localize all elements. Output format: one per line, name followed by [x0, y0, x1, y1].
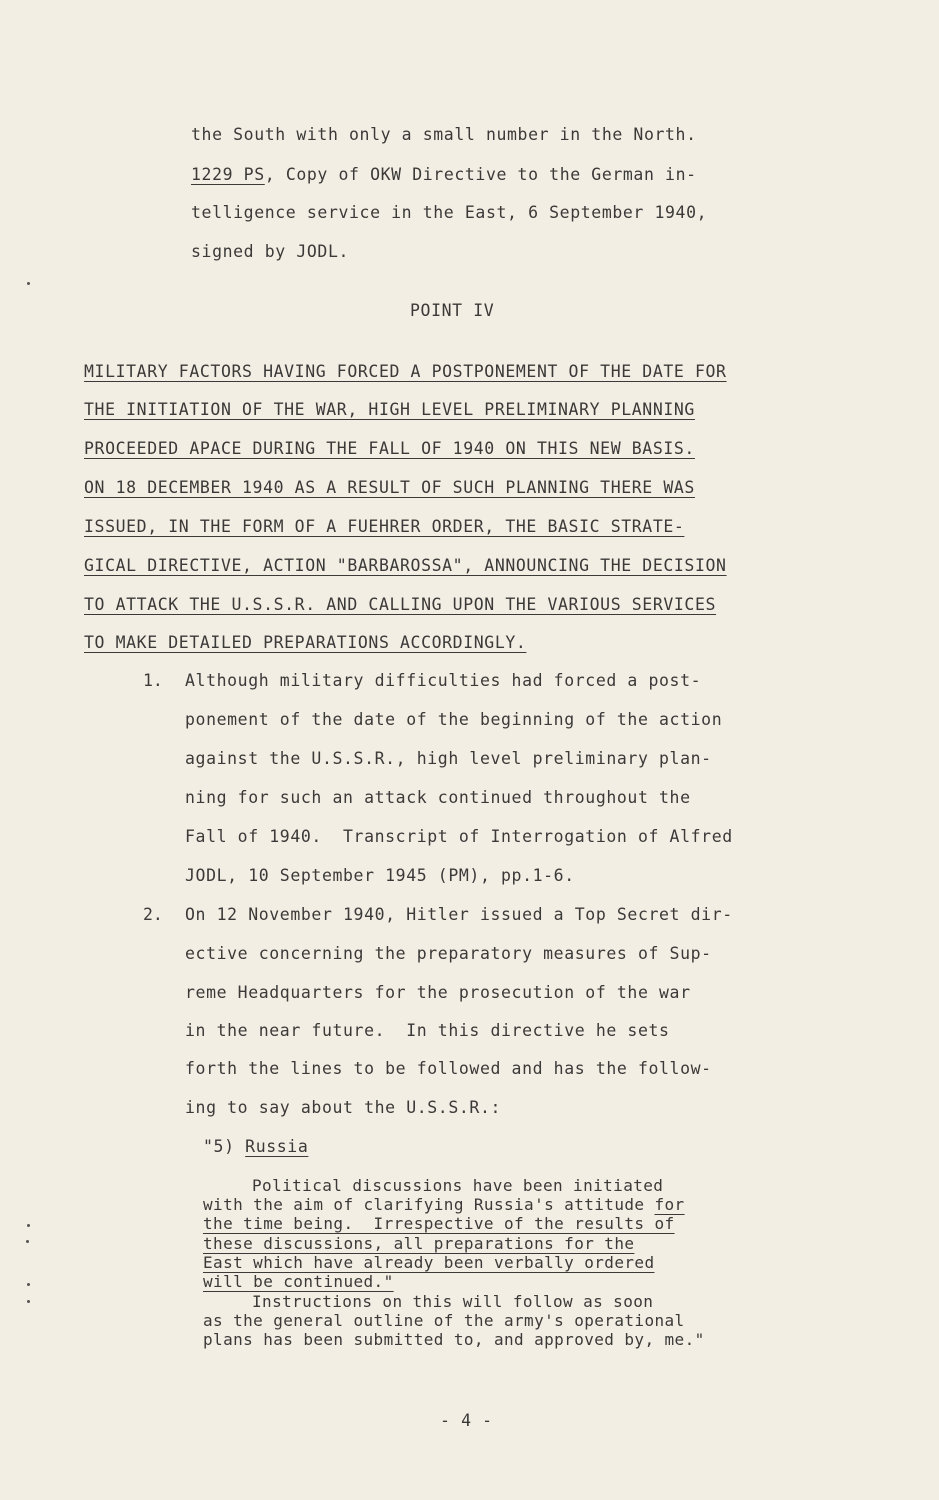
quote-line: East which have already been verbally ordered — [203, 1253, 655, 1272]
item-line: On 12 November 1940, Hitler issued a Top Secret dir- — [185, 905, 733, 924]
summary-line: GICAL DIRECTIVE, ACTION "BARBAROSSA", ANNOUNCING THE DECISION — [84, 556, 727, 575]
summary-line: ON 18 DECEMBER 1940 AS A RESULT OF SUCH PLANNING THERE WAS — [84, 478, 695, 497]
quote-line: these discussions, all preparations for the — [203, 1234, 635, 1253]
item-line: in the near future. In this directive he sets — [185, 1021, 670, 1040]
quote-line: Political discussions have been initiated — [252, 1176, 664, 1195]
intro-line-rest: , Copy of OKW Directive to the German in- — [264, 165, 697, 184]
quote-line: will be continued." — [203, 1272, 394, 1291]
item-line: Fall of 1940. Transcript of Interrogation of Alfred — [185, 827, 733, 846]
intro-line: telligence service in the East, 6 September 1940, — [191, 203, 708, 222]
intro-line — [191, 164, 697, 186]
quote-line-plain: with the aim of clarifying Russia's attitude — [203, 1195, 655, 1214]
quote-line-underlined: for — [654, 1195, 685, 1214]
item-line: forth the lines to be followed and has the follow- — [185, 1059, 712, 1078]
quote-line: as the general outline of the army's operational — [203, 1311, 685, 1330]
item-line: reme Headquarters for the prosecution of the war — [185, 983, 691, 1002]
summary-line: TO MAKE DETAILED PREPARATIONS ACCORDINGLY. — [84, 633, 527, 652]
item-line: ing to say about the U.S.S.R.: — [185, 1098, 502, 1117]
summary-line: MILITARY FACTORS HAVING FORCED A POSTPONEMENT OF THE DATE FOR — [84, 362, 727, 381]
quote-line: Instructions on this will follow as soon — [252, 1292, 654, 1311]
summary-line: ISSUED, IN THE FORM OF A FUEHRER ORDER, THE BASIC STRATE- — [84, 517, 685, 536]
quote-line — [203, 1196, 685, 1214]
section-heading: POINT IV — [410, 301, 495, 320]
margin-speck — [27, 1283, 30, 1286]
quote-line: plans has been submitted to, and approved by, me." — [203, 1330, 705, 1349]
summary-line: PROCEEDED APACE DURING THE FALL OF 1940 ON THIS NEW BASIS. — [84, 439, 695, 458]
item-number: 1. — [143, 671, 163, 690]
item-line: ective concerning the preparatory measures of Sup- — [185, 944, 712, 963]
margin-speck — [27, 1224, 30, 1227]
summary-line: TO ATTACK THE U.S.S.R. AND CALLING UPON THE VARIOUS SERVICES — [84, 595, 717, 614]
intro-line: the South with only a small number in the North. — [191, 125, 697, 144]
summary-line: THE INITIATION OF THE WAR, HIGH LEVEL PRELIMINARY PLANNING — [84, 400, 695, 419]
margin-speck — [26, 1240, 29, 1243]
page-number: - 4 - — [440, 1411, 493, 1430]
item-line: ponement of the date of the beginning of the action — [185, 710, 723, 729]
item-line: Although military difficulties had forced a post- — [185, 671, 702, 690]
item-line: JODL, 10 September 1945 (PM), pp.1-6. — [185, 866, 575, 885]
quote-line: the time being. Irrespective of the results of — [203, 1214, 675, 1233]
item-line: against the U.S.S.R., high level preliminary plan- — [185, 749, 712, 768]
item-number: 2. — [143, 905, 163, 924]
intro-line: signed by JODL. — [191, 242, 350, 261]
item-line: ning for such an attack continued throughout the — [185, 788, 691, 807]
margin-speck — [27, 282, 30, 285]
quote-number: "5) — [203, 1137, 235, 1156]
margin-speck — [27, 1300, 30, 1303]
quote-heading — [203, 1136, 308, 1158]
quote-title: Russia — [245, 1137, 309, 1156]
intro-ref: 1229 PS — [191, 165, 265, 184]
